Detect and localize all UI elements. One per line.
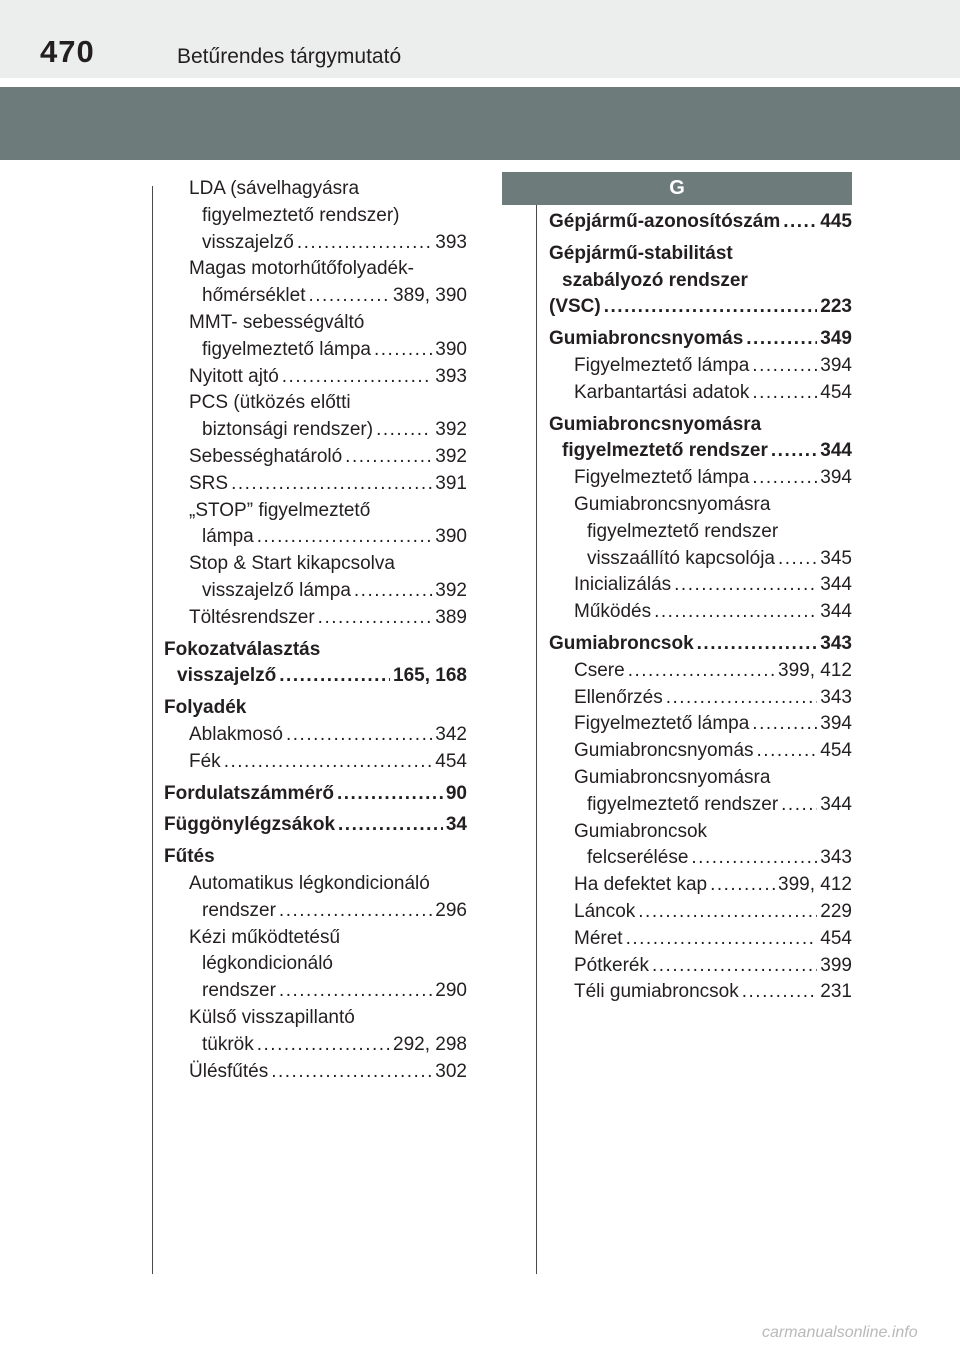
page-ref: 344 [820, 440, 852, 462]
index-entry: rendszer ..... 296 [164, 898, 467, 925]
index-entry: visszaállító kapcsolója ..... 345 [549, 546, 852, 573]
index-entry: figyelmeztető lámpa ..... 390 [164, 337, 467, 364]
index-entry: tükrök ..... 292, 298 [164, 1032, 467, 1059]
index-entry: SRS ..... 391 [164, 471, 467, 498]
index-heading: Folyadék [164, 697, 247, 719]
index-entry: Gumiabroncsnyomásra [574, 766, 771, 788]
index-entry: MMT- sebességváltó [189, 311, 365, 333]
index-entry: Inicializálás ..... 344 [549, 572, 852, 599]
left-divider [152, 186, 153, 1274]
page-ref: 344 [820, 601, 852, 623]
index-entry: LDA (sávelhagyásra [189, 178, 360, 199]
index-heading: Fordulatszámmérő ..... 90 [164, 781, 467, 808]
page-ref: 343 [820, 632, 852, 654]
index-entry: rendszer ..... 290 [164, 978, 467, 1005]
page-ref: 90 [445, 782, 467, 804]
page-ref: 392 [435, 445, 467, 467]
index-heading: Fokozatválasztás [164, 638, 321, 660]
index-entry: visszajelző ..... 393 [164, 230, 467, 257]
index-entry: Automatikus légkondicionáló [189, 872, 430, 894]
page-ref: 302 [435, 1060, 467, 1082]
page-ref: 394 [820, 354, 852, 376]
index-entry: PCS (ütközés előtti [189, 392, 351, 414]
page-header [0, 0, 960, 78]
page-ref: 290 [435, 980, 467, 1002]
index-heading: visszajelző ..... 165, 168 [164, 663, 467, 690]
index-entry: „STOP” figyelmeztető [189, 499, 371, 521]
page-ref: 454 [820, 381, 852, 403]
page-ref: 343 [820, 847, 852, 869]
index-entry: Figyelmeztető lámpa ..... 394 [549, 711, 852, 738]
page-ref: 454 [820, 740, 852, 762]
page-ref: 393 [435, 231, 467, 253]
page-ref: 394 [820, 467, 852, 489]
index-entry: Ellenőrzés ..... 343 [549, 685, 852, 712]
index-entry: Csere ..... 399, 412 [549, 658, 852, 685]
index-entry: Fék ..... 454 [164, 749, 467, 776]
index-heading: Gumiabroncsnyomás ..... 349 [549, 326, 852, 353]
index-heading: Gépjármű-azonosítószám ..... 445 [549, 209, 852, 236]
page-ref: 292, 298 [393, 1033, 467, 1055]
index-entry: Gumiabroncsnyomásra [574, 493, 771, 515]
index-entry: Magas motorhűtőfolyadék- [189, 258, 414, 280]
header-band [0, 87, 960, 160]
index-entry: Ablakmosó ..... 342 [164, 722, 467, 749]
page-ref: 344 [820, 793, 852, 815]
page-ref: 454 [820, 927, 852, 949]
page-ref: 393 [435, 365, 467, 387]
page-ref: 345 [820, 547, 852, 569]
index-heading: Gumiabroncsnyomásra [549, 413, 762, 435]
index-heading: Gumiabroncsok ..... 343 [549, 631, 852, 658]
index-entry: Pótkerék ..... 399 [549, 953, 852, 980]
index-entry: biztonsági rendszer) ..... 392 [164, 417, 467, 444]
page-ref: 390 [435, 338, 467, 360]
page-ref: 229 [820, 900, 852, 922]
index-heading: (VSC) ..... 223 [549, 294, 852, 321]
index-entry: Karbantartási adatok ..... 454 [549, 380, 852, 407]
index-entry: Stop & Start kikapcsolva [189, 553, 395, 575]
index-entry: Téli gumiabroncsok ..... 231 [549, 979, 852, 1006]
index-entry: Külső visszapillantó [189, 1006, 355, 1028]
index-entry: légkondicionáló [202, 953, 333, 975]
page-ref: 445 [820, 211, 852, 232]
page-ref: 34 [445, 814, 467, 836]
page-ref: 392 [435, 419, 467, 441]
index-heading: Gépjármű-stabilitást [549, 242, 733, 264]
index-entry: Nyitott ajtó ..... 393 [164, 364, 467, 391]
page-number: 470 [40, 34, 95, 69]
index-heading: szabályozó rendszer [562, 269, 748, 291]
index-entry: Gumiabroncsok [574, 820, 708, 842]
index-entry: Töltésrendszer ..... 389 [164, 605, 467, 632]
page-ref: 342 [435, 723, 467, 745]
page-ref: 399, 412 [778, 659, 852, 681]
section-title: Betűrendes tárgymutató [177, 45, 402, 68]
index-entry: figyelmeztető rendszer [587, 520, 779, 542]
watermark-text: carmanualsonline.info [762, 1324, 918, 1341]
page-ref: 296 [435, 899, 467, 921]
page-ref: 344 [820, 574, 852, 596]
index-entry: Ülésfűtés ..... 302 [164, 1059, 467, 1086]
index-right-column [549, 176, 852, 1006]
page-ref: 389, 390 [393, 285, 467, 307]
page-ref: 390 [435, 526, 467, 548]
index-entry: Kézi működtetésű [189, 926, 341, 948]
index-entry: Figyelmeztető lámpa ..... 394 [549, 465, 852, 492]
page-ref: 399, 412 [778, 874, 852, 896]
index-entry: hőmérséklet ..... 389, 390 [164, 283, 467, 310]
index-entry: lámpa ..... 390 [164, 524, 467, 551]
page-ref: 343 [820, 686, 852, 708]
index-entry: Méret ..... 454 [549, 926, 852, 953]
page-ref: 231 [820, 981, 852, 1003]
index-entry: Sebességhatároló ..... 392 [164, 444, 467, 471]
page-ref: 391 [435, 472, 467, 494]
index-entry: Ha defektet kap ..... 399, 412 [549, 872, 852, 899]
index-entry: Működés ..... 344 [549, 599, 852, 626]
page-ref: 223 [820, 296, 852, 318]
page-ref: 389 [435, 606, 467, 628]
index-left-column [164, 176, 467, 1085]
index-entry: figyelmeztető rendszer) [202, 204, 400, 226]
index-entry: Láncok ..... 229 [549, 899, 852, 926]
page-ref: 454 [435, 750, 467, 772]
index-heading: figyelmeztető rendszer ..... 344 [549, 438, 852, 465]
index-entry: felcserélése ..... 343 [549, 845, 852, 872]
page-ref: 349 [820, 328, 852, 350]
letter-section-header: G [502, 172, 852, 205]
index-entry: visszajelző lámpa ..... 392 [164, 578, 467, 605]
index-entry: Figyelmeztető lámpa ..... 394 [549, 353, 852, 380]
page-ref: 165, 168 [393, 665, 467, 687]
page-ref: 392 [435, 579, 467, 601]
page-ref: 394 [820, 713, 852, 735]
index-entry: figyelmeztető rendszer ..... 344 [549, 792, 852, 819]
index-entry: Gumiabroncsnyomás ..... 454 [549, 738, 852, 765]
page-ref: 399 [820, 954, 852, 976]
index-heading: Fűtés [164, 846, 215, 868]
index-heading: Függönylégzsákok ..... 34 [164, 812, 467, 839]
center-divider [536, 186, 537, 1274]
